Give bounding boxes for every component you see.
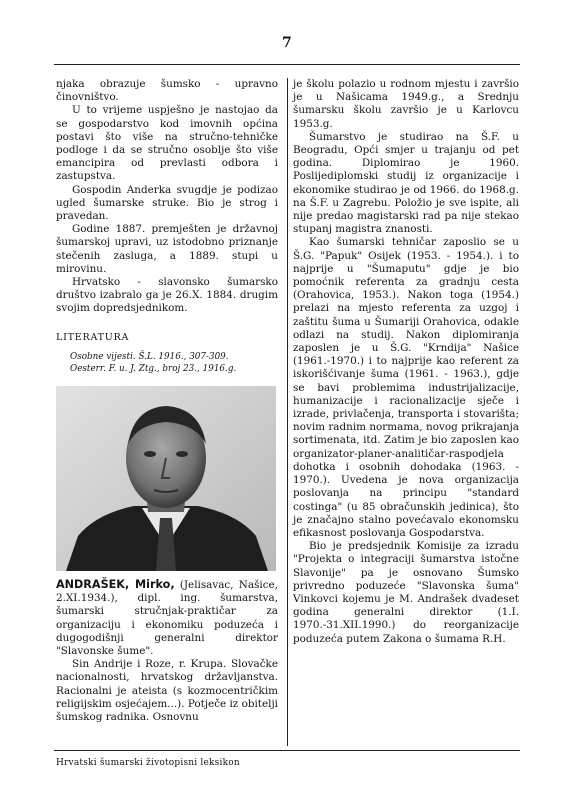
entry-intro: [56, 578, 278, 658]
literature-list: [70, 352, 280, 375]
entry-name: ANDRAŠEK, Mirko,: [56, 578, 175, 591]
portrait-photo: [56, 386, 276, 571]
footer-rule: [54, 750, 520, 751]
footer-text: Hrvatski šumarski životopisni leksikon: [56, 758, 240, 768]
header-rule: [54, 64, 520, 65]
paragraph: je školu polazio u rodnom mjestu i završio je u Našicama 1949.g., a Srednju šumarsku školu završio je u Karlovcu 1953.g.: [293, 78, 519, 130]
paragraph: Šumarstvo je studirao na Š.F. u Beogradu, Opći smjer u trajanju od pet godina. Diplomirao je 1960. Poslijediplomski studij iz organizacije i ekonomike studirao je od 1966. do 1968.g. na Š.F. u Zagrebu. Položio je sve ispite, ali nije predao magistarski rad pa nije stekao stupanj magistra znanosti.: [293, 130, 519, 236]
literature-heading: LITERATURA: [56, 332, 130, 343]
paragraph: Hrvatsko - slavonsko šumarsko društvo izabralo ga je 26.X. 1884. drugim svojim dopredsjednikom.: [56, 276, 278, 315]
portrait-photo-icon: [56, 386, 276, 571]
paragraph: Gospodin Anderka svugdje je podizao ugled šumarske struke. Bio je strog i pravedan.: [56, 183, 278, 223]
left-column-bottom: [56, 578, 278, 724]
literature-item: Osobne vijesti. Š.L. 1916., 307-309.: [70, 352, 229, 362]
literature-item: Oesterr. F. u. J. Ztg., broj 23., 1916.g.: [70, 363, 237, 374]
page-number: 7: [282, 35, 292, 51]
paragraph: Sin Andrije i Roze, r. Krupa. Slovačke nacionalnosti, hrvatskog državljanstva. Racionalni je ateista (s kozmocentričkim religijskim osjećajem...). Potječe iz obitelji šumskog radnika. Osnovnu: [56, 658, 278, 724]
paragraph: U to vrijeme uspješno je nastojao da se gospodarstvo kod imovnih općina postavi što više na stručno-tehničke podloge i da se stručno osoblje što više emancipira od prevlasti odbora i zastupstva.: [56, 104, 278, 183]
paragraph: Bio je predsjednik Komisije za izradu "Projekta o integraciji šumarstva istočne Slavonije" pa je osnovano Šumsko privredno poduzeće "Slavonska šuma" Vinkovci kojemu je M. Andrašek dvadeset godina generalni direktor (1.I. 1970.-31.XII.1990.) do reorganizacije poduzeća putem Zakona o šumama R.H.: [293, 540, 519, 645]
entry-intro-text: (Jelisavac, Našice, 2.XI.1934.), dipl. ing. šumarstva, šumarski stručnjak-praktičar za organizaciju i ekonomiku poduzeća i dugogodišnji generalni direktor "Slavonske šume".: [56, 579, 278, 658]
right-column: [293, 78, 519, 646]
paragraph: Kao šumarski tehničar zaposlio se u Š.G. "Papuk" Osijek (1953. - 1954.). i to najprije u "Šumaputu" gdje je bio pomoćnik referenta za gradnju cesta (Orahovica, 1953.). Nakon toga (1954.) prelazi na mjesto referenta za uzgoj i zaštitu šuma u Šumariji Orahovica, odakle odlazi na studij. Nakon diplomiranja zaposlen je u Š.G. "Krndija" Našice (1961.-1970.) i to najprije kao referent za iskorišćivanje šuma (1961. - 1963.), gdje se bavi problemima industrijalizacije, humanizacije i racionalizacije sječe i izrade, privlačenja, transporta i stovarišta; novim radnim normama, novog prikrajanja sortimenata, itd. Zatim je bio zaposlen kao organizator-planer-analitičar-raspodjela dohotka i osobnih dohodaka (1963. - 1970.). Uvedena je nova organizacija poslovanja na principu "standard costinga" (u 85 obračunskih jedinica), što je značajno stalno povećavalo ekonomsku efikasnost poslovanja Gospodarstva.: [293, 236, 519, 539]
left-column-top: [56, 78, 278, 316]
paragraph: njaka obrazuje šumsko - upravno činovništvo.: [56, 78, 278, 104]
paragraph: Godine 1887. premješten je državnoj šumarskoj upravi, uz istodobno priznanje stečenih zasluga, a 1889. stupi u mirovinu.: [56, 223, 278, 275]
column-divider: [287, 78, 288, 746]
